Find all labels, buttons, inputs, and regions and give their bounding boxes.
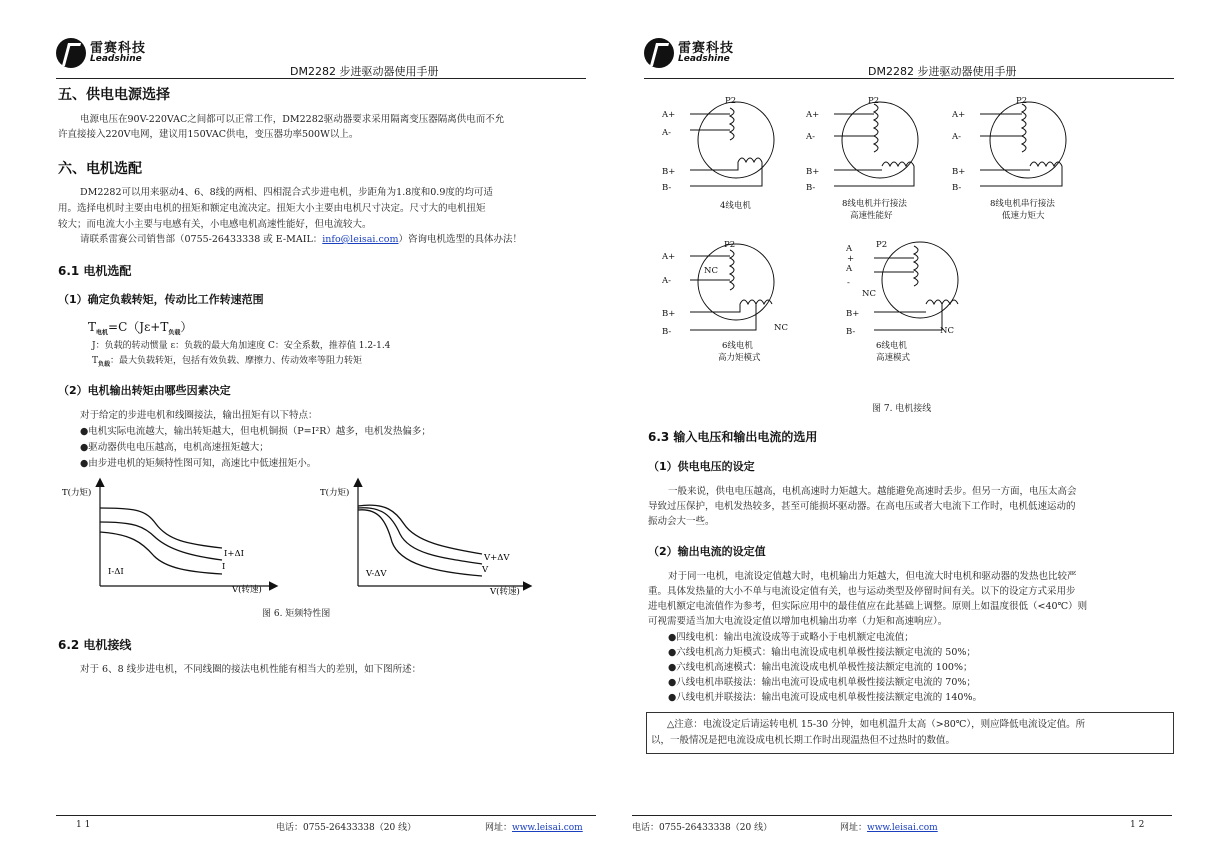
curve-v [358,508,482,564]
logo-emblem-icon [56,38,86,68]
s61-bullet: ●电机实际电流越大，输出转矩越大，但电机铜损（P=I²R）越多，电机发热偏多； [80,426,431,437]
def2-sub: 负载 [98,360,111,368]
s63-p1-line1: 一般来说，供电电压越高，电机高速时力矩越大。越能避免高速时丢步。但另一方面，电压太高会 [668,486,1077,497]
label-p2: P2 [1016,96,1028,106]
label-m5-plus: + [847,254,855,264]
label-b-minus: B- [952,183,962,193]
label-a-plus: A+ [952,110,966,120]
formula-definitions-2 [92,353,362,368]
s63-p1-line3: 振动会大一些。 [648,516,715,527]
def2-text: ：最大负载转矩，包括有效负载、摩擦力、传动效率等阻力转矩 [110,356,363,366]
x-axis-label: V(转速) [490,587,520,597]
motor3-caption2: 低速力矩大 [1002,211,1045,221]
curve-v-plus [358,505,482,554]
motor5-caption2: 高速模式 [876,353,911,363]
footer-page-number: 1 1 [76,820,91,830]
current-setting-bullet: ●八线电机串联接法：输出电流可设成电机单极性接法额定电流的 70%； [668,677,976,688]
formula-sub-load: 负载 [168,329,181,337]
website-link[interactable]: www.leisai.com [512,823,583,833]
label-a-plus: A+ [806,110,820,120]
label-b-minus: B- [806,183,816,193]
label-nc: NC [862,289,876,299]
s63-p2-line3: 进电机额定电流值作为参考，但实际应用中的最佳值应在此基础上调整。原则上如温度很低（<40℃）则 [648,601,1088,612]
sec6-para-line1: DM2282可以用来驱动4、6、8线的两相、四相混合式步进电机，步距角为1.8度和0.9度的均可适 [80,187,493,198]
motor5-caption1: 6线电机 [876,341,907,351]
label-v-minus: V-ΔV [366,569,387,579]
torque-freq-chart-voltage [316,472,546,600]
logo-en-text: Leadshine [90,54,142,64]
current-setting-bullet: ●四线电机：输出电流设成等于或略小于电机额定电流值； [668,632,914,643]
curve-i [100,522,222,560]
logo-en-text: Leadshine [678,54,730,64]
label-b-plus: B+ [662,309,676,319]
fig7-caption: 图 7. 电机接线 [872,404,932,414]
header-doc-title: 步进驱动器使用手册 [917,65,1017,78]
curve-v-minus [358,510,482,576]
label-nc: NC [940,326,954,336]
label-b-minus: B- [846,327,856,337]
header-model: DM2282 [290,65,336,78]
label-b-minus: B- [662,183,672,193]
label-b-plus: B+ [806,167,820,177]
header-title [290,63,438,79]
label-p2: P2 [725,96,737,106]
motor-circle [842,102,918,178]
label-m5-abar: A [846,264,853,274]
sec5-para-line1: 电源电压在90V-220VAC之间都可以正常工作，DM2282驱动器要求采用隔离变压器隔离供电而不允 [80,114,505,125]
current-setting-bullet: ●六线电机高力矩模式：输出电流设成电机单极性接法额定电流的 50%； [668,647,976,658]
s61-intro: 对于给定的步进电机和线圈接法，输出扭矩有以下特点： [80,410,318,421]
fig6-caption: 图 6. 矩频特性图 [262,609,331,619]
header-doc-title: 步进驱动器使用手册 [339,65,439,78]
s63-title: 6.3 输入电压和输出电流的选用 [648,430,818,444]
section6-title: 六、电机选配 [58,161,142,177]
company-logo [56,38,146,68]
footer-website [485,820,583,833]
motor3-caption1: 8线电机串行接法 [990,199,1055,209]
label-p2: P2 [868,96,880,106]
header-rule [56,78,586,79]
formula-t: T [88,320,97,334]
torque-formula [88,318,192,336]
caution-note-line1: △注意：电流设定后请运转电机 15-30 分钟，如电机温升太高（>80℃），则应降低电流设定值。所 [667,719,1086,730]
email-link[interactable]: info@leisai.com [322,234,399,245]
s63-p1-line2: 导致过压保护，电机发热较多，甚至可能损坏驱动器。在高电压或者大电流下工作时，电机低速运动的 [648,501,1076,512]
website-link[interactable]: www.leisai.com [867,823,938,833]
label-p2: P2 [724,240,736,250]
label-p2: P2 [876,240,888,250]
s61-title: 6.1 电机选配 [58,264,132,278]
footer-page-number: 1 2 [1130,820,1145,830]
def2-t: T [92,356,99,366]
label-a-minus: A- [952,132,962,142]
label-i-minus: I-ΔI [108,567,124,577]
s63-p2-line2: 重。具体发热量的大小不单与电流设定值有关，也与运动类型及停留时间有关。以下的设定方式采用步 [648,586,1076,597]
caution-note-box [646,712,1174,754]
s61-bullet: ●由步进电机的矩频特性图可知，高速比中低速扭矩小。 [80,458,317,469]
logo-emblem-icon [644,38,674,68]
s61-q2: （2）电机输出转矩由哪些因素决定 [58,384,231,397]
label-b-plus: B+ [846,309,860,319]
label-a-plus: A+ [662,252,676,262]
label-a-minus: A- [806,132,816,142]
header-title [868,63,1016,79]
header-model: DM2282 [868,65,914,78]
label-i: I [222,562,226,572]
s63-q2: （2）输出电流的设定值 [648,545,766,558]
label-b-plus: B+ [952,167,966,177]
current-setting-bullet: ●六线电机高速模式：输出电流设成电机单极性接法额定电流的 100%； [668,662,973,673]
sec5-para-line2: 许直接接入220V电网，建议用150VAC供电，变压器功率500W以上。 [58,129,359,140]
torque-freq-chart-current [56,472,296,600]
caution-note-line2: 以，一般情况是把电流设成电机长期工作时出现温热但不过热时的数值。 [651,735,956,746]
formula-definitions-1: J：负载的转动惯量 ε：负载的最大角加速度 C：安全系数，推荐值 1.2-1.4 [92,341,391,351]
s63-p2-line4: 可视需要适当加大电流设定值以增加电机输出功率（力矩和高速响应）。 [648,616,948,627]
y-axis-label: T(力矩) [320,488,350,498]
motor1-caption: 4线电机 [720,201,751,211]
right-page [614,0,1228,868]
motor-circle [698,102,774,178]
footer-phone: 电话：0755-26433338（20 线） [632,823,773,833]
motor-circle [698,244,774,320]
formula-mid: =C（Jε+T [108,320,169,334]
header-rule [644,78,1174,79]
s62-para: 对于 6、8 线步进电机，不同线圈的接法电机性能有相当大的差别，如下图所述： [80,664,422,675]
label-v-plus: V+ΔV [484,553,510,563]
label-a-minus: A- [662,128,672,138]
label-i-plus: I+ΔI [224,549,244,559]
footer-web-label: 网址： [485,823,513,833]
x-axis-label: V(转速) [232,585,262,595]
contact-text-end: ）咨询电机选型的具体办法！ [398,234,523,245]
current-setting-bullet: ●八线电机并联接法：输出电流可设成电机单极性接法额定电流的 140%。 [668,692,982,703]
motor2-caption1: 8线电机并行接法 [842,199,907,209]
coil-a-icon [1022,104,1026,152]
section5-title: 五、供电电源选择 [58,87,170,103]
label-a-plus: A+ [662,110,676,120]
footer-phone: 电话：0755-26433338（20 线） [276,823,417,833]
sec6-para-line2: 用。选择电机时主要由电机的扭矩和额定电流决定。扭矩大小主要由电机尺寸决定。尺寸大的电机扭矩 [58,203,486,214]
sec6-para-line3: 较大；而电流大小主要与电感有关，小电感电机高速性能好，但电流较大。 [58,219,372,230]
label-m5-a: A [846,244,853,254]
motor-wiring-diagram [644,90,1184,400]
coil-b-icon [926,300,958,304]
label-v: V [482,565,489,575]
coil-a-icon [914,246,918,286]
logo-cn-text: 雷赛科技 [678,41,735,56]
coil-b-icon [738,158,762,162]
coil-a-icon [730,108,734,140]
motor4-caption1: 6线电机 [722,341,753,351]
contact-text: 请联系雷赛公司销售部（0755-26433338 或 E-MAIL： [80,234,323,245]
label-nc: NC [774,323,788,333]
coil-a-icon [874,104,878,152]
footer-website [840,820,938,833]
s63-q1: （1）供电电压的设定 [648,460,755,473]
s61-bullet: ●驱动器供电电压越高，电机高速扭矩越大； [80,442,269,453]
label-b-minus: B- [662,327,672,337]
motor-circle [882,242,958,318]
footer-rule [56,815,596,816]
motor2-caption2: 高速性能好 [850,211,893,221]
label-nc: NC [704,266,718,276]
company-logo [644,38,734,68]
footer-web-label: 网址： [840,823,868,833]
logo-cn-text: 雷赛科技 [90,41,147,56]
formula-end: ） [180,320,193,334]
label-a-minus: A- [662,276,672,286]
footer-rule [632,815,1172,816]
label-b-plus: B+ [662,167,676,177]
formula-sub-motor: 电机 [96,329,109,337]
s61-q1: （1）确定负载转矩，传动比工作转速范围 [58,293,264,306]
y-axis-label: T(力矩) [62,488,92,498]
coil-a-icon [730,250,734,290]
s62-title: 6.2 电机接线 [58,638,132,652]
sec6-contact-line [80,232,522,248]
motor4-caption2: 高力矩模式 [718,353,761,363]
motor-circle [990,102,1066,178]
label-m5-minus: - [847,278,850,288]
s63-p2-line1: 对于同一电机，电流设定值越大时，电机输出力矩越大，但电流大时电机和驱动器的发热也比较严 [668,571,1077,582]
